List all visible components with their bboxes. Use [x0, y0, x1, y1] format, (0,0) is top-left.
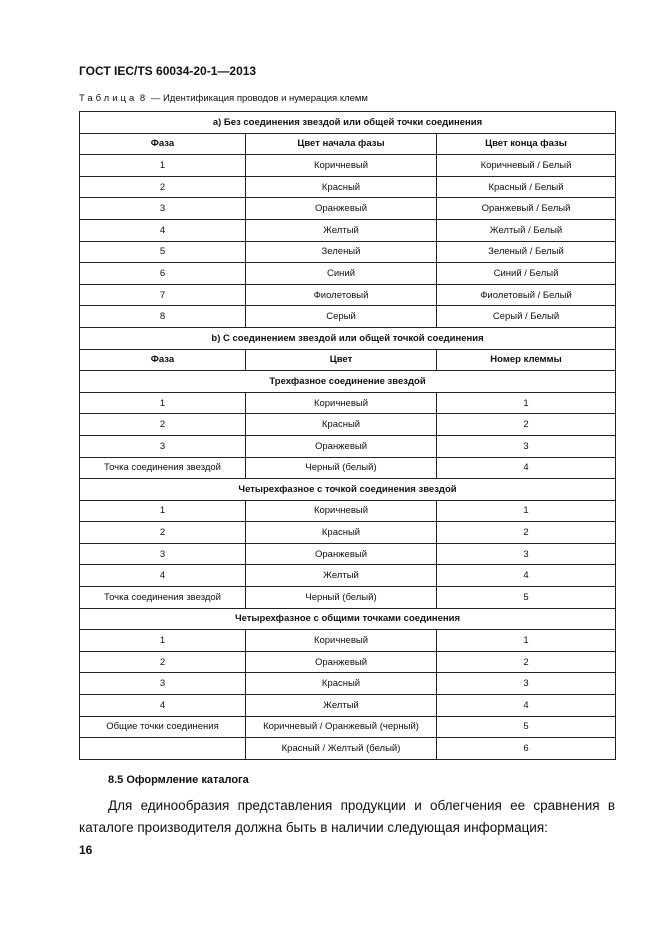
table-cell: Черный (белый)	[246, 457, 437, 479]
table-cell: 4	[80, 219, 246, 241]
group-title-row	[80, 479, 616, 501]
table-cell: 8	[80, 306, 246, 328]
table-cell: Коричневый / Оранжевый (черный)	[246, 716, 437, 738]
table-cell: 3	[437, 435, 616, 457]
group-title-row-cell: Трехфазное соединение звездой	[80, 371, 616, 393]
table-cell: Серый / Белый	[437, 306, 616, 328]
table-cell: Красный / Желтый (белый)	[246, 738, 437, 760]
table-cell: Оранжевый	[246, 198, 437, 220]
section-a-title-row-cell: а) Без соединения звездой или общей точки соединения	[80, 112, 616, 134]
table-cell: 4	[80, 565, 246, 587]
table-row	[80, 414, 616, 436]
table-row	[80, 630, 616, 652]
table-cell: Зеленый	[246, 241, 437, 263]
table-row	[80, 306, 616, 328]
table-cell: Красный	[246, 673, 437, 695]
group-title-row-cell: Четырехфазное с общими точками соединения	[80, 608, 616, 630]
table-cell: Синий	[246, 263, 437, 285]
table-row	[80, 241, 616, 263]
table-cell: 2	[80, 651, 246, 673]
section-heading: 8.5 Оформление каталога	[108, 774, 249, 786]
section-b-title-row-cell: b) С соединением звездой или общей точкой соединения	[80, 327, 616, 349]
table-cell: Синий / Белый	[437, 263, 616, 285]
table-cell: 4	[437, 457, 616, 479]
paragraph-text: Для единообразия представления продукции и облегчения ее сравнения в каталоге производителя должна быть в наличии следующая информация:	[79, 798, 615, 835]
table-cell: 1	[80, 392, 246, 414]
group-title-row	[80, 371, 616, 393]
wire-identification-table	[79, 111, 616, 760]
table-cell: Коричневый	[246, 392, 437, 414]
table-row	[80, 284, 616, 306]
table-cell: 1	[80, 155, 246, 177]
page-number: 16	[79, 843, 93, 857]
table-row	[80, 695, 616, 717]
table-cell: Фиолетовый	[246, 284, 437, 306]
caption-number: 8	[139, 93, 149, 104]
table-cell: Оранжевый / Белый	[437, 198, 616, 220]
table-row	[80, 673, 616, 695]
table-cell: 1	[437, 630, 616, 652]
table-cell: 7	[80, 284, 246, 306]
section-a-column-header-row	[80, 133, 616, 155]
table-cell: 4	[437, 695, 616, 717]
section-b-column-header-row	[80, 349, 616, 371]
section-a-title-row	[80, 112, 616, 134]
table-cell: Точка соединения звездой	[80, 457, 246, 479]
table-cell: Общие точки соединения	[80, 716, 246, 738]
table-row	[80, 500, 616, 522]
table-cell: 3	[80, 198, 246, 220]
table-cell: Фаза	[80, 133, 246, 155]
table-row	[80, 565, 616, 587]
table-row	[80, 716, 616, 738]
table-cell: Коричневый	[246, 500, 437, 522]
table-cell: Оранжевый	[246, 543, 437, 565]
table-cell: 2	[80, 414, 246, 436]
table-row	[80, 522, 616, 544]
table-row	[80, 587, 616, 609]
table-cell: 1	[437, 392, 616, 414]
table-cell: Желтый	[246, 695, 437, 717]
table-cell: Желтый / Белый	[437, 219, 616, 241]
table-cell: 5	[437, 587, 616, 609]
table-cell: 3	[80, 435, 246, 457]
table-cell: Желтый	[246, 565, 437, 587]
table-cell: Цвет	[246, 349, 437, 371]
table-cell: Оранжевый	[246, 435, 437, 457]
table-cell: 5	[80, 241, 246, 263]
table-row	[80, 198, 616, 220]
table-cell: 3	[80, 673, 246, 695]
table-cell: 4	[80, 695, 246, 717]
table-cell: 6	[80, 263, 246, 285]
table-cell: 3	[437, 543, 616, 565]
table-cell: 1	[437, 500, 616, 522]
table-caption	[79, 93, 368, 104]
caption-text: — Идентификация проводов и нумерация клемм	[148, 93, 368, 104]
table-cell: Точка соединения звездой	[80, 587, 246, 609]
table-cell: 2	[437, 414, 616, 436]
table-cell: Цвет конца фазы	[437, 133, 616, 155]
table-row	[80, 176, 616, 198]
table-cell: Зеленый / Белый	[437, 241, 616, 263]
table-cell: 1	[80, 630, 246, 652]
table-row	[80, 392, 616, 414]
table-cell: Коричневый	[246, 630, 437, 652]
table-row	[80, 457, 616, 479]
table-cell: Коричневый / Белый	[437, 155, 616, 177]
table-cell: 2	[80, 522, 246, 544]
table-body	[80, 112, 616, 760]
table-row	[80, 219, 616, 241]
table-row	[80, 543, 616, 565]
table-cell: Цвет начала фазы	[246, 133, 437, 155]
table-cell: 2	[80, 176, 246, 198]
table-row	[80, 651, 616, 673]
table-cell: Красный	[246, 522, 437, 544]
document-header: ГОСТ IEC/TS 60034-20-1—2013	[79, 64, 257, 78]
table-row	[80, 435, 616, 457]
table-cell: Фиолетовый / Белый	[437, 284, 616, 306]
table-cell: 5	[437, 716, 616, 738]
table-cell: Серый	[246, 306, 437, 328]
table-cell: Коричневый	[246, 155, 437, 177]
section-b-title-row	[80, 327, 616, 349]
table-cell: Красный	[246, 414, 437, 436]
table-cell: 6	[437, 738, 616, 760]
group-title-row-cell: Четырехфазное с точкой соединения звездой	[80, 479, 616, 501]
table-cell	[80, 738, 246, 760]
table-cell: Номер клеммы	[437, 349, 616, 371]
table-cell: Фаза	[80, 349, 246, 371]
caption-label: Таблица	[79, 93, 138, 104]
body-paragraph	[79, 795, 615, 839]
table-cell: Черный (белый)	[246, 587, 437, 609]
group-title-row	[80, 608, 616, 630]
table-cell: Красный / Белый	[437, 176, 616, 198]
table-cell: Оранжевый	[246, 651, 437, 673]
table-cell: 2	[437, 651, 616, 673]
table-row	[80, 263, 616, 285]
table-cell: 4	[437, 565, 616, 587]
table-cell: Желтый	[246, 219, 437, 241]
table-cell: Красный	[246, 176, 437, 198]
table-cell: 2	[437, 522, 616, 544]
table-cell: 3	[437, 673, 616, 695]
table-cell: 3	[80, 543, 246, 565]
table-row	[80, 738, 616, 760]
table-row	[80, 155, 616, 177]
table-cell: 1	[80, 500, 246, 522]
